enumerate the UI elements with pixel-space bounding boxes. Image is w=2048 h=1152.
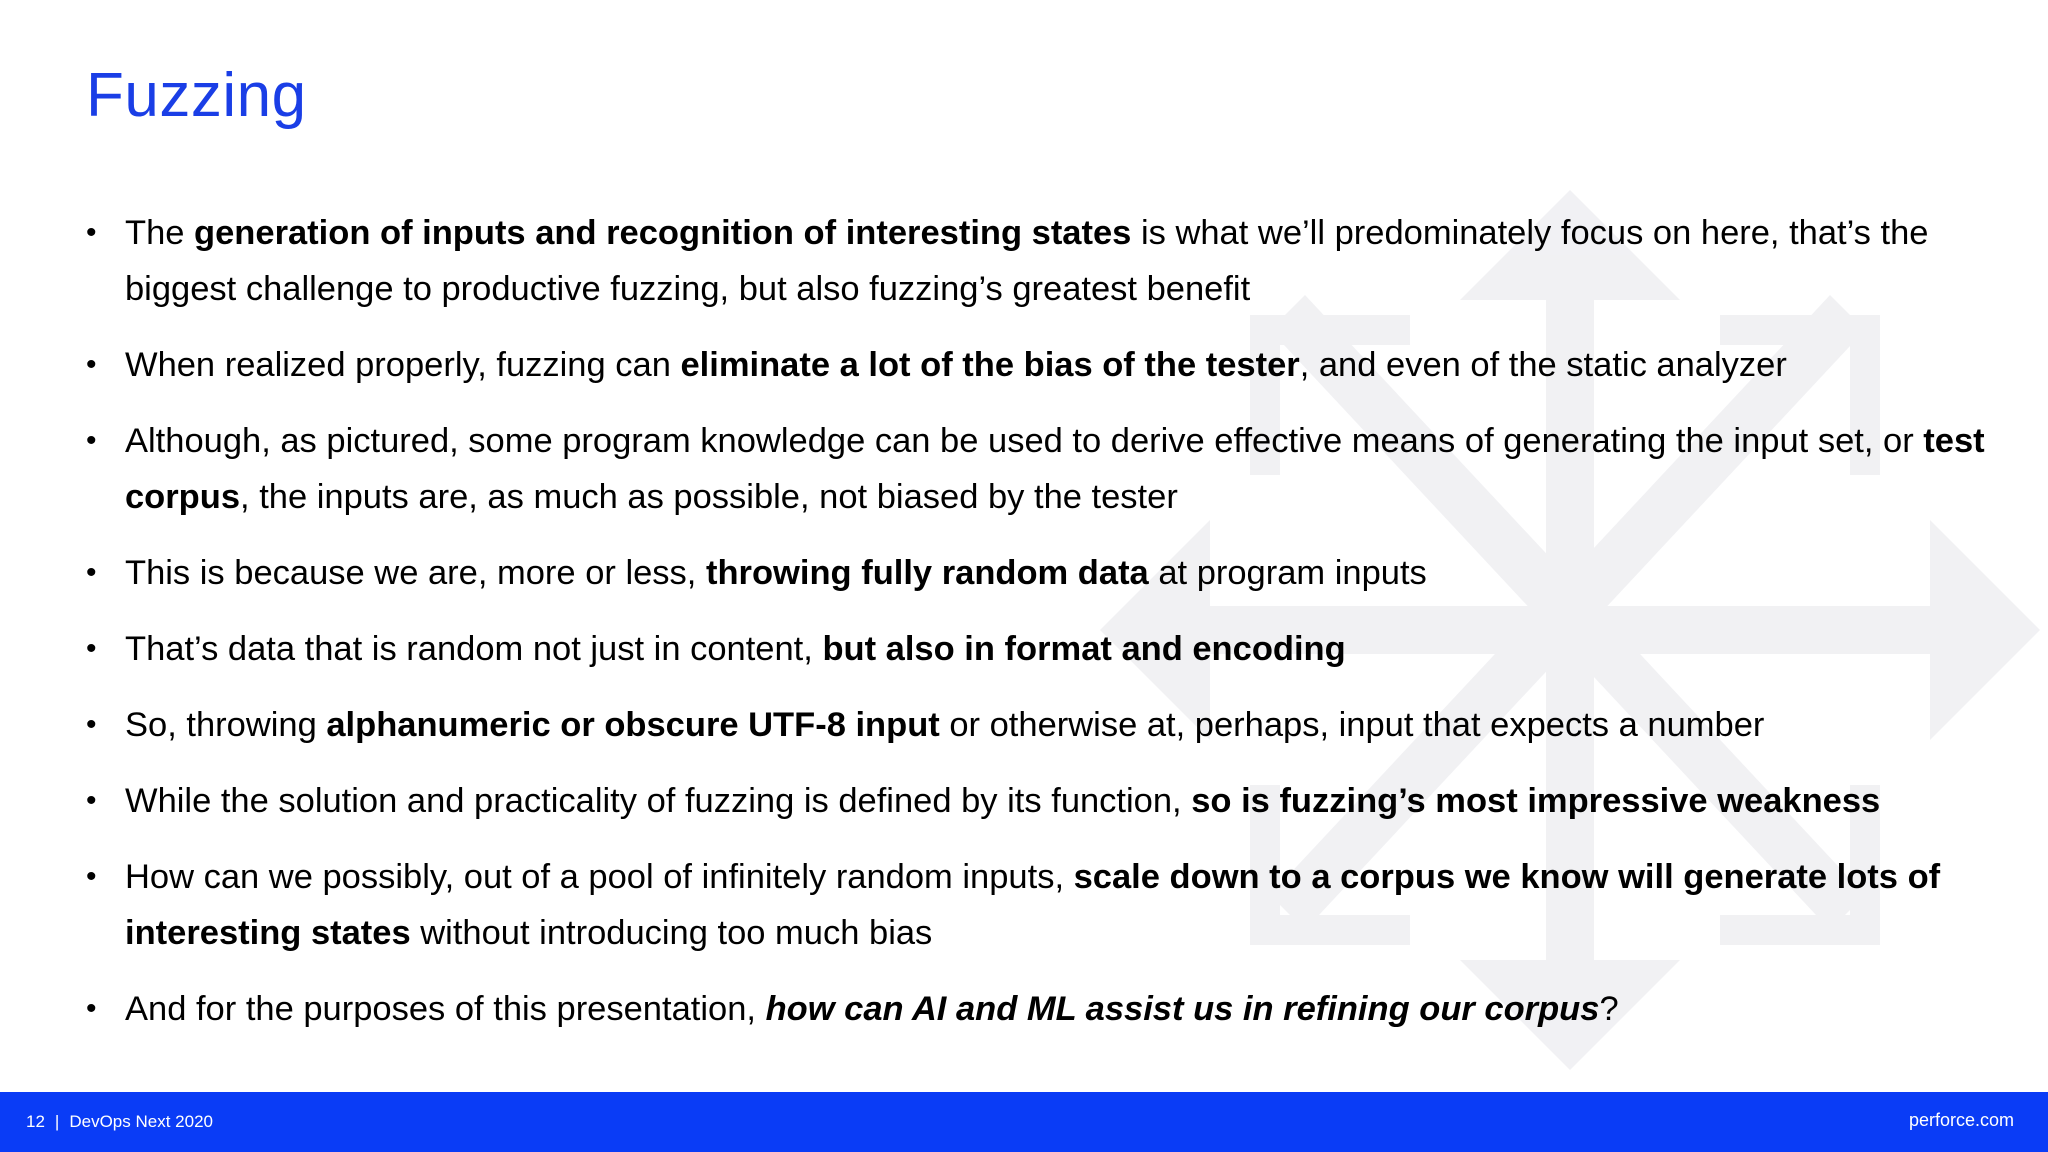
page-number: 12 xyxy=(26,1112,45,1131)
bullet-item xyxy=(86,697,2006,753)
bullet-item xyxy=(86,337,2006,393)
website-link[interactable]: perforce.com xyxy=(1908,1110,2014,1130)
bullet-marker: • xyxy=(86,556,97,589)
bullet-emphasis: throwing fully random data xyxy=(705,554,1149,592)
bullet-emphasis: eliminate a lot of the bias of the tester xyxy=(680,346,1300,384)
bullet-text: Although, as pictured, some program knowledge can be used to derive effective means of generating the input set, or xyxy=(125,422,1924,460)
bullet-text: without introducing too much bias xyxy=(410,914,933,952)
bullet-text: ? xyxy=(1599,990,1619,1028)
bullet-emphasis: alphanumeric or obscure UTF-8 input xyxy=(326,706,940,744)
bullet-marker: • xyxy=(86,216,97,249)
bullet-text: How can we possibly, out of a pool of infinitely random inputs, xyxy=(125,858,1074,896)
event-name: DevOps Next 2020 xyxy=(69,1112,213,1131)
bullet-marker: • xyxy=(86,784,97,817)
bullet-marker: • xyxy=(86,708,97,741)
footer-bar xyxy=(0,1092,2048,1152)
bullet-text: is what we’ll predominately focus on here, that’s the biggest challenge to productive fuzzing, but also fuzzing’s greatest benefit xyxy=(125,214,1929,308)
bullet-text: And for the purposes of this presentation, xyxy=(125,990,766,1028)
bullet-marker: • xyxy=(86,992,97,1025)
bullet-item xyxy=(86,981,2006,1037)
bullet-marker: • xyxy=(86,632,97,665)
bullet-text: This is because we are, more or less, xyxy=(125,554,706,592)
bullet-emphasis: test corpus xyxy=(125,422,1985,516)
bullet-item xyxy=(86,413,2006,525)
bullet-item xyxy=(86,621,2006,677)
bullet-marker: • xyxy=(86,424,97,457)
bullet-item xyxy=(86,773,2006,829)
bullet-emphasis: scale down to a corpus we know will generate lots of interesting states xyxy=(125,858,1941,952)
footer-separator: | xyxy=(54,1112,60,1131)
bullet-marker: • xyxy=(86,348,97,381)
footer-left xyxy=(26,1112,213,1132)
bullet-text: , and even of the static analyzer xyxy=(1299,346,1787,384)
bullet-emphasis: generation of inputs and recognition of interesting states xyxy=(194,214,1132,252)
bullet-emphasis: but also in format and encoding xyxy=(822,630,1346,668)
bullet-text: While the solution and practicality of fuzzing is defined by its function, xyxy=(125,782,1192,820)
bullet-emphasis: so is fuzzing’s most impressive weakness xyxy=(1191,782,1881,820)
bullet-text: The xyxy=(125,214,195,252)
bullet-marker: • xyxy=(86,860,97,893)
bullet-text: , the inputs are, as much as possible, not biased by the tester xyxy=(240,478,1178,516)
bullet-text: When realized properly, fuzzing can xyxy=(125,346,681,384)
slide-title: Fuzzing xyxy=(86,61,307,130)
bullet-text: or otherwise at, perhaps, input that expects a number xyxy=(939,706,1765,744)
bullet-item xyxy=(86,545,2006,601)
bullet-item xyxy=(86,849,2006,961)
bullet-item xyxy=(86,205,2006,317)
bullet-text: So, throwing xyxy=(125,706,327,744)
bullet-text: That’s data that is random not just in content, xyxy=(125,630,823,668)
bullet-list xyxy=(86,205,2006,1057)
bullet-text: at program inputs xyxy=(1148,554,1427,592)
bullet-emphasis: how can AI and ML assist us in refining our corpus xyxy=(765,990,1600,1028)
